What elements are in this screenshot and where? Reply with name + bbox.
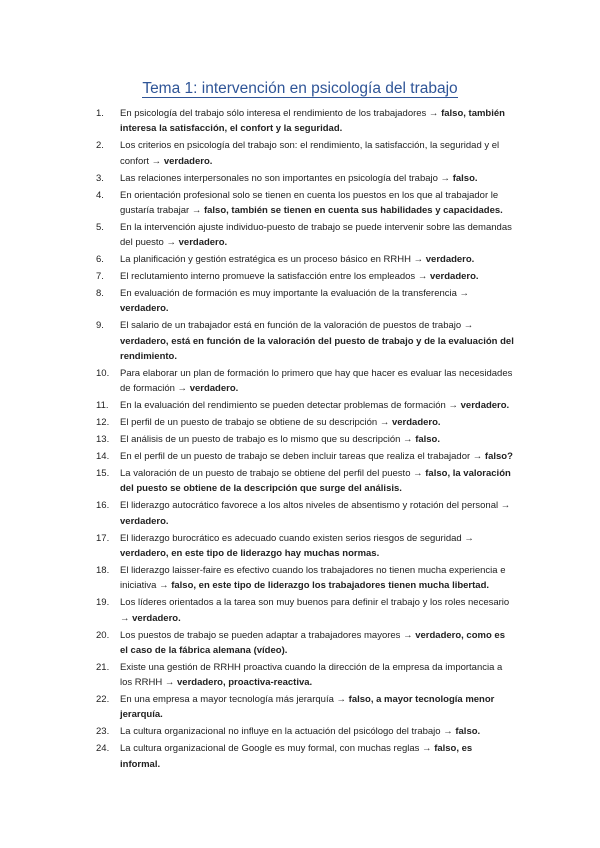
list-item xyxy=(96,286,514,317)
list-item xyxy=(96,724,514,739)
item-statement: En orientación profesional solo se tienen en cuenta los puestos en los que al trabajador le gustaría trabajar → xyxy=(120,189,499,216)
item-statement: Las relaciones interpersonales no son importantes en psicología del trabajo → xyxy=(120,172,453,184)
item-statement: En una empresa a mayor tecnología más jerarquía → xyxy=(120,694,349,706)
item-number: 12. xyxy=(96,417,110,429)
list-item xyxy=(96,563,514,594)
item-answer: verdadero. xyxy=(189,383,239,395)
item-number: 1. xyxy=(96,108,104,119)
item-statement: Para elaborar un plan de formación lo primero que hay que hacer es evaluar las necesidades de formación → xyxy=(120,367,513,395)
item-answer: falso, también interesa la satisfacción, el confort y la seguridad. xyxy=(120,108,505,135)
item-number: 14. xyxy=(96,451,110,463)
list-item xyxy=(96,366,514,397)
item-number: 21. xyxy=(96,661,110,673)
list-item xyxy=(96,628,514,659)
item-statement: La cultura organizacional de Google es muy formal, con muchas reglas → xyxy=(120,743,435,755)
item-answer: falso, en este tipo de liderazgo los trabajadores tienen mucha libertad. xyxy=(171,580,490,592)
item-number: 20. xyxy=(96,629,110,641)
item-statement: En el perfil de un puesto de trabajo se deben incluir tareas que realiza el trabajador → xyxy=(120,451,485,463)
item-statement: La planificación y gestión estratégica es un proceso básico en RRHH → xyxy=(120,254,426,266)
item-number: 6. xyxy=(96,254,104,266)
item-number: 24. xyxy=(96,743,110,755)
list-item xyxy=(96,188,514,219)
item-statement: En la evaluación del rendimiento se pueden detectar problemas de formación → xyxy=(120,400,461,412)
item-answer: verdadero, en este tipo de liderazgo hay muchas normas. xyxy=(120,548,380,560)
document-title-text: Tema 1: intervención en psicología del trabajo xyxy=(142,80,458,97)
list-item xyxy=(96,432,514,447)
list-item xyxy=(96,498,514,529)
item-number: 3. xyxy=(96,172,104,184)
item-statement: El salario de un trabajador está en función de la valoración de puestos de trabajo → xyxy=(120,320,474,332)
list-item xyxy=(96,531,514,562)
list-item xyxy=(96,466,514,497)
list-item xyxy=(96,660,514,691)
item-statement: Los criterios en psicología del trabajo son: el rendimiento, la satisfacción, la seguridad y el confort → xyxy=(120,140,500,167)
item-answer: falso, también se tienen en cuenta sus habilidades y capacidades. xyxy=(203,204,503,216)
list-item xyxy=(96,220,514,251)
item-number: 18. xyxy=(96,565,110,576)
item-statement: El reclutamiento interno promueve la satisfacción entre los empleados → xyxy=(120,271,430,283)
item-number: 2. xyxy=(96,140,104,152)
list-item xyxy=(96,269,514,284)
item-number: 19. xyxy=(96,597,110,609)
item-number: 5. xyxy=(96,221,104,233)
list-item xyxy=(96,449,514,464)
item-statement: El liderazgo laisser-faire es efectivo cuando los trabajadores no tienen mucha experiencia e iniciativa → xyxy=(120,565,506,592)
document-title xyxy=(0,80,600,98)
list-item xyxy=(96,138,514,169)
item-answer: verdadero. xyxy=(429,271,479,283)
list-item xyxy=(96,595,514,626)
item-statement: El análisis de un puesto de trabajo es lo mismo que su descripción → xyxy=(120,434,416,446)
item-answer: falso, la valoración del puesto se obtiene de la descripción que surge del análisis. xyxy=(120,468,511,495)
item-number: 10. xyxy=(96,367,110,379)
item-statement: El perfil de un puesto de trabajo se obtiene de su descripción → xyxy=(120,417,392,429)
item-number: 8. xyxy=(96,288,104,300)
item-statement: La cultura organizacional no influye en la actuación del psicólogo del trabajo → xyxy=(120,726,456,738)
item-number: 16. xyxy=(96,500,110,512)
item-statement: La valoración de un puesto de trabajo se obtiene del perfil del puesto → xyxy=(120,468,426,480)
item-statement: El liderazgo autocrático favorece a los altos niveles de absentismo y rotación del personal → xyxy=(120,500,511,512)
list-item xyxy=(96,318,514,364)
item-statement: En evaluación de formación es muy importante la evaluación de la transferencia → xyxy=(120,288,470,300)
item-answer: falso. xyxy=(455,726,481,738)
list-item xyxy=(96,252,514,267)
item-number: 22. xyxy=(96,694,110,706)
item-answer: verdadero. xyxy=(391,417,441,429)
item-answer: verdadero. xyxy=(163,155,213,167)
item-statement: En psicología del trabajo sólo interesa el rendimiento de los trabajadores → xyxy=(120,108,442,119)
item-number: 9. xyxy=(96,320,104,332)
list-item xyxy=(96,415,514,430)
list-item xyxy=(96,741,514,772)
list-item xyxy=(96,171,514,186)
item-number: 7. xyxy=(96,271,104,283)
item-answer: verdadero. xyxy=(120,515,169,527)
item-number: 15. xyxy=(96,468,110,480)
item-statement: Existe una gestión de RRHH proactiva cuando la dirección de la empresa da importancia a los RRHH → xyxy=(120,661,503,689)
item-number: 13. xyxy=(96,434,110,446)
item-number: 17. xyxy=(96,532,110,544)
item-answer: verdadero, proactiva-reactiva. xyxy=(177,677,313,689)
item-answer: verdadero. xyxy=(460,400,510,412)
item-answer: falso, a mayor tecnología menor jerarquía. xyxy=(120,694,495,721)
item-answer: verdadero. xyxy=(132,612,181,624)
item-statement: Los puestos de trabajo se pueden adaptar a trabajadores mayores → xyxy=(120,629,416,641)
item-statement: El liderazgo burocrático es adecuado cuando existen serios riesgos de seguridad → xyxy=(120,532,474,544)
item-answer: falso. xyxy=(452,172,478,184)
list-item xyxy=(96,692,514,723)
list-item xyxy=(96,106,514,137)
item-answer: verdadero. xyxy=(425,254,475,266)
question-list xyxy=(96,106,514,774)
item-answer: falso. xyxy=(415,434,440,446)
item-answer: verdadero, como es el caso de la fábrica alemana (vídeo). xyxy=(120,629,505,656)
item-number: 23. xyxy=(96,726,110,738)
list-item xyxy=(96,398,514,413)
item-number: 4. xyxy=(96,189,104,201)
item-number: 11. xyxy=(96,400,109,412)
item-statement: Los líderes orientados a la tarea son muy buenos para definir el trabajo y los roles necesario → xyxy=(120,597,510,624)
item-answer: falso? xyxy=(484,451,513,463)
item-answer: falso, es informal. xyxy=(120,743,473,770)
item-answer: verdadero, está en función de la valoración del puesto de trabajo y de la evaluación del rendimiento. xyxy=(120,335,514,362)
item-answer: verdadero. xyxy=(178,237,228,249)
item-answer: verdadero. xyxy=(120,303,169,315)
item-statement: En la intervención ajuste individuo-puesto de trabajo se puede intervenir sobre las demandas del puesto → xyxy=(120,221,512,249)
